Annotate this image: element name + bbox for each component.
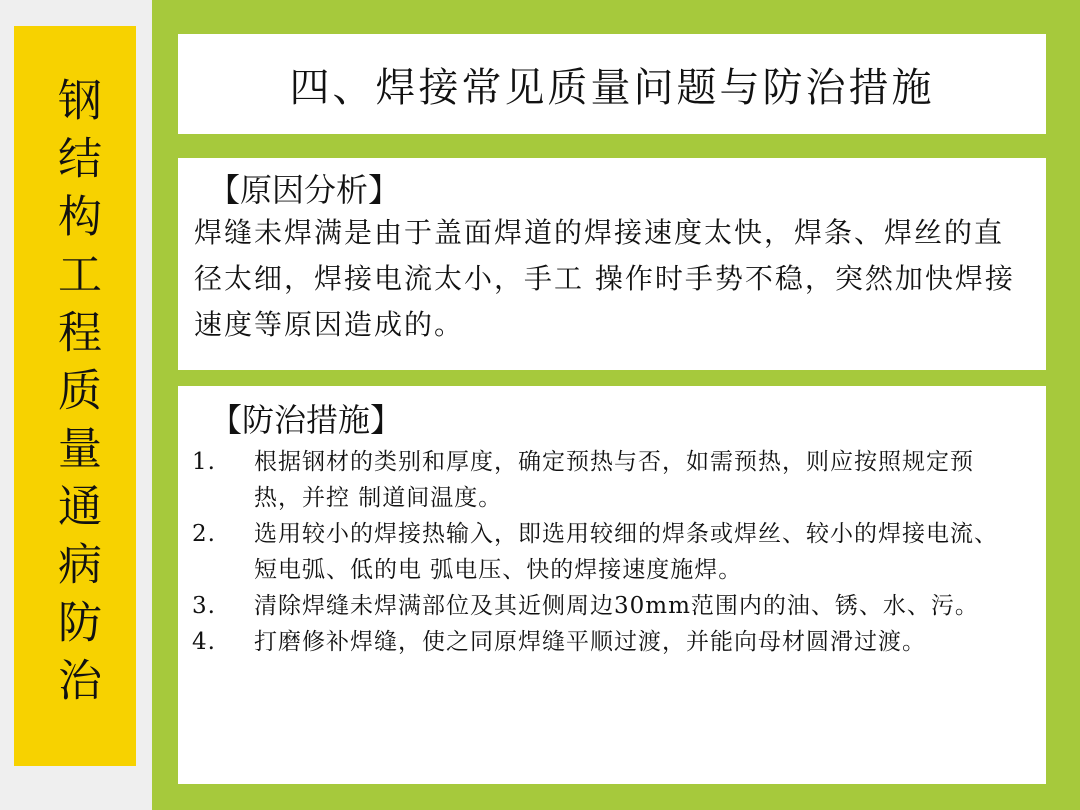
cause-text: 焊缝未焊满是由于盖面焊道的焊接速度太快，焊条、焊丝的直径太细，焊接电流太小，手工 操作时手势不稳，突然加快焊接速度等原因造成的。 — [194, 216, 1015, 341]
measure-item — [192, 588, 1016, 624]
sidebar-title: 钢结构工程质量通病防治 — [50, 77, 101, 715]
measure-item — [192, 624, 1016, 660]
measure-text: 清除焊缝未焊满部位及其近侧周边30mm范围内的油、锈、水、污。 — [254, 593, 979, 619]
measures-heading: 【防治措施】 — [210, 401, 403, 439]
cause-heading: 【原因分析】 — [208, 171, 401, 209]
cause-box — [178, 158, 1046, 370]
measure-list — [192, 444, 1016, 660]
measure-number: 2. — [192, 521, 216, 547]
measures-box — [178, 386, 1046, 784]
measure-item — [192, 516, 1016, 588]
measure-text: 选用较小的焊接热输入，即选用较细的焊条或焊丝、较小的焊接电流、短电弧、低的电 弧电压、快的焊接速度施焊。 — [254, 521, 998, 583]
title-box — [178, 34, 1046, 134]
measure-text: 打磨修补焊缝，使之同原焊缝平顺过渡，并能向母材圆滑过渡。 — [254, 629, 926, 655]
measure-number: 1. — [192, 449, 216, 475]
measure-item — [192, 444, 1016, 516]
measure-text: 根据钢材的类别和厚度，确定预热与否，如需预热，则应按照规定预热，并控 制道间温度。 — [254, 449, 974, 511]
page-title: 四、焊接常见质量问题与防治措施 — [289, 64, 935, 111]
sidebar — [14, 26, 136, 766]
measure-number: 3. — [192, 593, 216, 619]
measure-number: 4. — [192, 629, 216, 655]
